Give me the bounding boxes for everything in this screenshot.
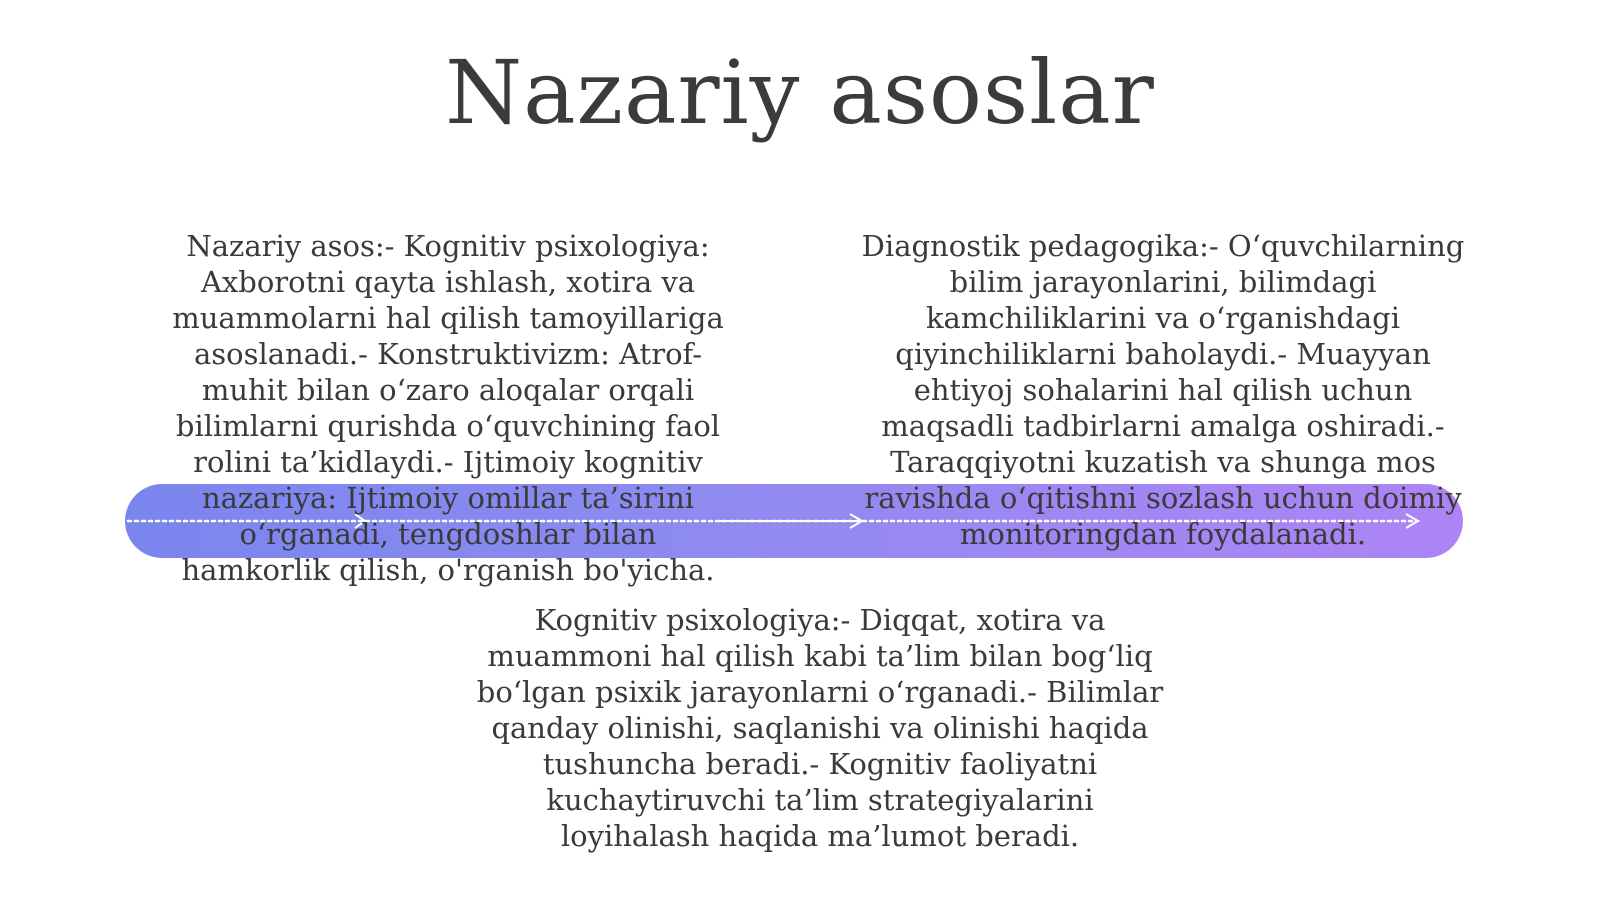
diagnostic-pedagogy-text: Diagnostik pedagogika:- O‘quvchilarning bilim jarayonlarini, bilimdagi kamchiliklarini va o‘rganishdagi qiyinchiliklarni baholaydi.- Muayyan ehtiyoj sohalarini hal qilish uchun maqsadli tadbirlarni amalga oshiradi.- Taraqqiyotni kuzatish va shunga mos ravishda o‘qitishni sozlash uchun doimiy monitoringdan foydalanadi. <box>861 229 1465 551</box>
slide-title: Nazariy asoslar <box>445 41 1155 144</box>
theory-foundation-text: Nazariy asos:- Kognitiv psixologiya: Axborotni qayta ishlash, xotira va muammolarni hal qilish tamoyillariga asoslanadi.- Konstruktivizm: Atrof-muhit bilan o‘zaro aloqalar orqali bilimlarni qurishda o‘quvchining faol rolini ta’kidlaydi.- Ijtimoiy kognitiv nazariya: Ijtimoiy omillar ta’sirini o‘rganadi, tengdoshlar bilan hamkorlik qilish, o'rganish bo'yicha. <box>172 229 724 587</box>
cognitive-psychology-text: Kognitiv psixologiya:- Diqqat, xotira va muammoni hal qilish kabi ta’lim bilan bog‘liq bo‘lgan psixik jarayonlarni o‘rganadi.- Bilimlar qanday olinishi, saqlanishi va olinishi haqida tushuncha beradi.- Kognitiv faoliyatni kuchaytiruvchi ta’lim strategiyalarini loyihalash haqida ma’lumot beradi. <box>476 603 1164 853</box>
